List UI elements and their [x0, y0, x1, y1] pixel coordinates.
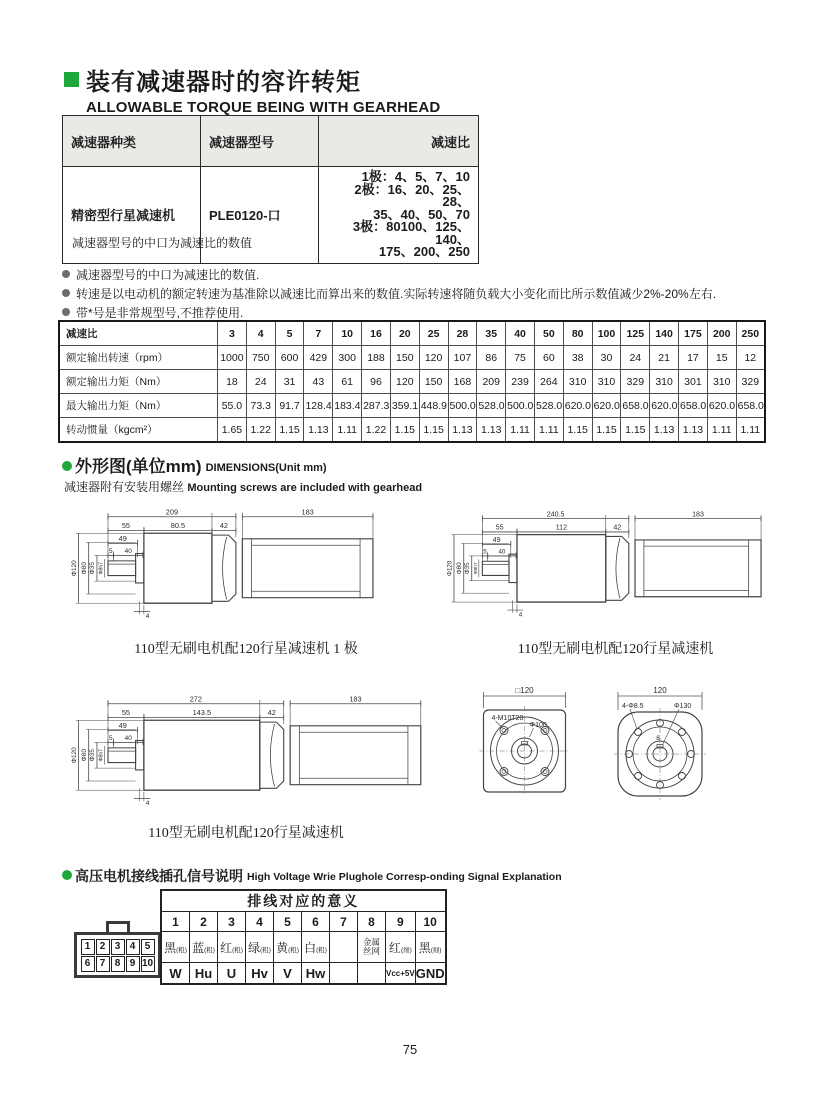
spec-cell: 1.11	[534, 418, 563, 443]
connector-body	[74, 932, 161, 978]
spec-cell: 15	[707, 346, 736, 370]
signal-wire-color	[330, 932, 358, 963]
drawing-side-1stage	[62, 502, 430, 640]
dimensions-subtitle	[64, 478, 422, 495]
signal-function	[330, 963, 358, 985]
dim-label: Φ35	[89, 749, 97, 762]
gearhead-col-ratio: 减速比	[319, 116, 479, 167]
spec-row-header: 额定输出力矩（Nm）	[59, 370, 218, 394]
dim-label: 40	[124, 548, 132, 556]
spec-cell: 1.15	[563, 418, 592, 443]
spec-cell: 620.0	[563, 394, 592, 418]
spec-cell: 658.0	[736, 394, 765, 418]
signal-pin-number: 4	[246, 912, 274, 932]
bullet-icon	[62, 270, 70, 278]
bullet-icon	[62, 461, 72, 471]
spec-ratio-cell: 16	[362, 321, 391, 346]
spec-cell: 43	[304, 370, 333, 394]
spec-cell: 188	[362, 346, 391, 370]
signal-pin-number: 6	[302, 912, 330, 932]
spec-cell: 500.0	[506, 394, 535, 418]
signal-wire-color: 红(粗)	[218, 932, 246, 963]
ratio-line: 175、200、250	[378, 244, 470, 259]
signal-pin-number: 3	[218, 912, 246, 932]
signal-function: U	[218, 963, 246, 985]
dim-label: Φ8h7	[98, 749, 105, 762]
gearhead-col-type: 减速器种类	[63, 116, 201, 167]
spec-cell: 658.0	[621, 394, 650, 418]
spec-table	[58, 320, 766, 443]
spec-cell: 86	[477, 346, 506, 370]
spec-cell: 120	[419, 346, 448, 370]
spec-ratio-cell: 4	[246, 321, 275, 346]
spec-cell: 18	[218, 370, 247, 394]
table-row	[59, 346, 765, 370]
dimensions-subtitle-en: Mounting screws are included with gearhead	[187, 482, 423, 494]
spec-ratio-cell: 10	[333, 321, 362, 346]
dim-label: 80.5	[170, 521, 186, 531]
connector-pin: 1	[81, 939, 95, 955]
spec-cell: 310	[650, 370, 679, 394]
spec-cell: 150	[390, 346, 419, 370]
gearhead-ratios	[319, 167, 479, 264]
spec-cell: 1.11	[333, 418, 362, 443]
spec-row-header: 减速比	[59, 321, 218, 346]
dim-label: 5	[108, 548, 113, 556]
ratio-line: 2极：16、20、25、28、	[354, 181, 470, 209]
list-item	[62, 266, 716, 285]
signal-wire-color: 绿(粗)	[246, 932, 274, 963]
dim-label: 40	[498, 548, 506, 556]
spec-cell: 12	[736, 346, 765, 370]
connector-pin: 8	[111, 956, 125, 972]
signal-table-title: 排线对应的意义	[161, 890, 446, 912]
signal-function: Hw	[302, 963, 330, 985]
note-text: 减速器型号的中口为减速比的数值.	[76, 268, 260, 282]
dim-label: 49	[118, 721, 127, 731]
signal-wire-color: 白(粗)	[302, 932, 330, 963]
dim-label: 42	[267, 708, 276, 718]
note-text: 带*号是非常规型号,不推荐使用.	[76, 306, 244, 320]
table-row	[59, 418, 765, 443]
spec-cell: 38	[563, 346, 592, 370]
spec-cell: 528.0	[477, 394, 506, 418]
connector-pin-row	[80, 955, 155, 972]
notes-list	[62, 266, 716, 323]
spec-cell: 128.4	[304, 394, 333, 418]
spec-ratio-cell: 40	[506, 321, 535, 346]
spec-cell: 310	[563, 370, 592, 394]
spec-cell: 1.13	[448, 418, 477, 443]
page-title: 装有减速器时的容许转矩	[86, 69, 361, 96]
connector-pin-row	[80, 938, 155, 955]
ratio-line: 1极：4、5、7、10	[361, 169, 470, 184]
spec-ratio-cell: 35	[477, 321, 506, 346]
spec-ratio-cell: 20	[390, 321, 419, 346]
spec-cell: 620.0	[650, 394, 679, 418]
spec-cell: 150	[419, 370, 448, 394]
dim-label: Φ8h7	[98, 562, 105, 575]
dim-label: 8	[656, 735, 660, 742]
drawing-caption: 110型无刷电机配120行星减速机 1 极	[134, 642, 358, 657]
spec-ratio-cell: 140	[650, 321, 679, 346]
spec-cell: 329	[736, 370, 765, 394]
connector-pin: 3	[111, 939, 125, 955]
connector-pin: 7	[96, 956, 110, 972]
signal-function: V	[274, 963, 302, 985]
dimensions-title-zh: 外形图(单位mm)	[75, 457, 202, 476]
dim-label: Φ35	[89, 562, 97, 575]
signal-pin-number: 9	[386, 912, 416, 932]
spec-ratio-cell: 250	[736, 321, 765, 346]
signal-wire-color: 黑(粗)	[161, 932, 190, 963]
title-block	[64, 62, 440, 116]
spec-cell: 359.1	[390, 394, 419, 418]
spec-cell: 658.0	[679, 394, 708, 418]
spec-cell: 1.13	[304, 418, 333, 443]
spec-cell: 1.11	[506, 418, 535, 443]
spec-cell: 61	[333, 370, 362, 394]
spec-cell: 310	[592, 370, 621, 394]
dim-label: Φ8h7	[474, 562, 480, 575]
dim-label: 5	[483, 548, 487, 556]
signal-pin-number: 1	[161, 912, 190, 932]
gearhead-model: PLE0120-口	[201, 167, 319, 264]
spec-row-header: 最大输出力矩（Nm）	[59, 394, 218, 418]
section-square-icon	[64, 72, 79, 87]
spec-cell: 55.0	[218, 394, 247, 418]
spec-cell: 75	[506, 346, 535, 370]
dimensions-subtitle-zh: 减速器附有安装用螺丝	[64, 480, 185, 494]
dim-label: 209	[165, 507, 179, 517]
spec-cell: 500.0	[448, 394, 477, 418]
spec-ratio-cell: 3	[218, 321, 247, 346]
spec-cell: 329	[621, 370, 650, 394]
connector-pin: 9	[126, 956, 140, 972]
spec-ratio-cell: 5	[275, 321, 304, 346]
signal-wire-color: 金属 丝网	[358, 932, 386, 963]
spec-cell: 24	[246, 370, 275, 394]
drawing-side-2stage	[438, 502, 793, 640]
dim-label: 183	[692, 510, 704, 519]
drawing-flange-round	[598, 684, 722, 822]
connector-pin: 4	[126, 939, 140, 955]
spec-cell: 300	[333, 346, 362, 370]
drawing-flange-square	[466, 684, 584, 822]
dim-label: Φ80	[80, 562, 88, 575]
dim-label: 183	[349, 694, 362, 704]
spec-cell: 600	[275, 346, 304, 370]
signal-wire-color: 黑(细)	[415, 932, 445, 963]
spec-ratio-cell: 50	[534, 321, 563, 346]
dim-label: 4	[518, 611, 523, 619]
spec-cell: 264	[534, 370, 563, 394]
spec-cell: 21	[650, 346, 679, 370]
spec-cell: 1.15	[621, 418, 650, 443]
spec-cell: 1.11	[707, 418, 736, 443]
spec-cell: 1.11	[736, 418, 765, 443]
dim-label: 112	[555, 523, 568, 532]
bullet-icon	[62, 870, 72, 880]
spec-ratio-cell: 200	[707, 321, 736, 346]
dim-label: □120	[515, 686, 534, 695]
dimensions-section-header	[62, 452, 327, 477]
gearhead-footnote: 减速器型号的中口为减速比的数值	[72, 236, 253, 250]
spec-cell: 107	[448, 346, 477, 370]
dim-label: 55	[121, 521, 131, 531]
signal-pin-number: 8	[358, 912, 386, 932]
dim-label: Φ120	[70, 560, 78, 577]
dim-label: 240.5	[546, 510, 565, 519]
connector-pin: 10	[141, 956, 155, 972]
spec-row-header: 转动惯量（kgcm²）	[59, 418, 218, 443]
spec-cell: 91.7	[275, 394, 304, 418]
drawing-side-3stage	[62, 688, 430, 828]
dim-label: Φ120	[70, 747, 78, 764]
signal-function: Vcc+5V	[386, 963, 416, 985]
dim-label: 55	[495, 523, 504, 532]
signal-function: GND	[415, 963, 445, 985]
signal-section-header	[62, 866, 562, 886]
dim-label: Φ80	[456, 562, 464, 575]
gearhead-type: 精密型行星减速机	[63, 167, 201, 264]
spec-cell: 209	[477, 370, 506, 394]
dim-label: 4	[145, 799, 150, 807]
spec-cell: 96	[362, 370, 391, 394]
spec-cell: 239	[506, 370, 535, 394]
dim-label: 42	[613, 523, 622, 532]
spec-cell: 24	[621, 346, 650, 370]
spec-cell: 301	[679, 370, 708, 394]
dim-label: Φ80	[80, 749, 88, 762]
dim-label: 183	[301, 507, 314, 517]
dim-label: 4-M10T20	[491, 715, 524, 722]
page-number: 75	[402, 1042, 418, 1057]
signal-title-en: High Voltage Wrie Plughole Corresp-onding Signal Explanation	[247, 871, 562, 883]
page-subtitle: ALLOWABLE TORQUE BEING WITH GEARHEAD	[86, 99, 441, 116]
table-row	[59, 394, 765, 418]
bullet-icon	[62, 289, 70, 297]
spec-cell: 1.22	[362, 418, 391, 443]
signal-wire-color: 黄(粗)	[274, 932, 302, 963]
spec-ratio-cell: 25	[419, 321, 448, 346]
table-row	[59, 370, 765, 394]
spec-cell: 30	[592, 346, 621, 370]
spec-cell: 1.15	[275, 418, 304, 443]
dim-label: 55	[121, 708, 131, 718]
spec-ratio-cell: 175	[679, 321, 708, 346]
spec-cell: 1.13	[477, 418, 506, 443]
spec-cell: 620.0	[592, 394, 621, 418]
spec-cell: 287.3	[362, 394, 391, 418]
signal-function: Hu	[190, 963, 218, 985]
spec-cell: 168	[448, 370, 477, 394]
list-item	[62, 285, 716, 304]
ratio-line: 3极：80100、125、140、	[352, 219, 470, 247]
signal-function: W	[161, 963, 190, 985]
drawing-caption: 110型无刷电机配120行星减速机	[517, 642, 714, 657]
spec-cell: 1.65	[218, 418, 247, 443]
signal-pin-number: 2	[190, 912, 218, 932]
connector-pin: 6	[81, 956, 95, 972]
note-text: 转速是以电动机的额定转速为基准除以减速比而算出来的数值.实际转速将随负载大小变化而比所示数值减少2%-20%左右.	[76, 287, 717, 301]
signal-table	[160, 889, 447, 985]
signal-pin-number: 5	[274, 912, 302, 932]
dimensions-title-en: DIMENSIONS(Unit mm)	[205, 462, 327, 474]
spec-cell: 31	[275, 370, 304, 394]
dim-label: 49	[118, 534, 127, 544]
signal-function	[358, 963, 386, 985]
dim-label: Φ130	[674, 703, 692, 710]
spec-cell: 1.13	[679, 418, 708, 443]
spec-ratio-cell: 7	[304, 321, 333, 346]
spec-ratio-cell: 125	[621, 321, 650, 346]
signal-wire-color: 红(细)	[386, 932, 416, 963]
connector-pin: 5	[141, 939, 155, 955]
dim-label: 143.5	[192, 708, 212, 718]
spec-cell: 120	[390, 370, 419, 394]
spec-ratio-cell: 80	[563, 321, 592, 346]
spec-ratio-cell: 28	[448, 321, 477, 346]
ratio-line: 35、40、50、70	[373, 206, 470, 222]
spec-ratio-cell: 100	[592, 321, 621, 346]
dim-label: 4-Φ8.5	[622, 703, 644, 710]
dim-label: 40	[124, 735, 132, 743]
signal-pin-number: 10	[415, 912, 445, 932]
dim-label: 49	[492, 536, 501, 545]
spec-cell: 1.22	[246, 418, 275, 443]
dim-label: Φ120	[446, 560, 454, 576]
dim-label: Φ100	[529, 722, 547, 729]
spec-cell: 310	[707, 370, 736, 394]
connector-plug-icon	[74, 921, 161, 978]
dim-label: 5	[108, 735, 113, 743]
spec-cell: 1.13	[650, 418, 679, 443]
drawing-caption: 110型无刷电机配120行星减速机	[148, 826, 344, 841]
spec-cell: 448.9	[419, 394, 448, 418]
spec-cell: 60	[534, 346, 563, 370]
signal-title-zh: 高压电机接线插孔信号说明	[75, 868, 243, 884]
signal-wire-color: 蓝(粗)	[190, 932, 218, 963]
spec-cell: 528.0	[534, 394, 563, 418]
spec-cell: 429	[304, 346, 333, 370]
dim-label: Φ35	[464, 562, 472, 575]
spec-cell: 17	[679, 346, 708, 370]
spec-cell: 1.15	[419, 418, 448, 443]
bullet-icon	[62, 308, 70, 316]
spec-cell: 750	[246, 346, 275, 370]
spec-cell: 1000	[218, 346, 247, 370]
connector-pin: 2	[96, 939, 110, 955]
spec-cell: 183.4	[333, 394, 362, 418]
spec-row-header: 额定输出转速（rpm）	[59, 346, 218, 370]
dim-label: 120	[653, 686, 667, 695]
spec-cell: 620.0	[707, 394, 736, 418]
signal-function: Hv	[246, 963, 274, 985]
spec-cell: 1.15	[592, 418, 621, 443]
spec-cell: 1.15	[390, 418, 419, 443]
spec-cell: 73.3	[246, 394, 275, 418]
dim-label: 272	[189, 694, 203, 704]
dim-label: 42	[219, 521, 229, 531]
signal-pin-number: 7	[330, 912, 358, 932]
gearhead-col-model: 减速器型号	[201, 116, 319, 167]
connector-tab	[106, 921, 130, 932]
dim-label: 4	[145, 612, 150, 620]
